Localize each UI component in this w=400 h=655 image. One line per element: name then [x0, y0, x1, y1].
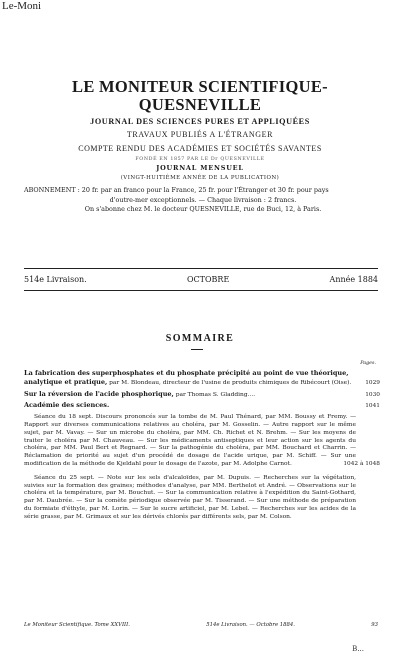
session-text: Séance du 25 sept. — Note sur les sels d'alcaloïdes, par M. Dupuis. — Recherches sur la végétation, suivies sur la formation des graines; méthodes d'analyse, par MM. Berthelot et André. — Observations sur le choléra et la température, par M. Bouchut. — Sur la communication relative à l'expédition du Saint-Gothard, par M. Daubrée. — Sur la comète périodique observée par M. Tisserand. — Sur une méthode de préparation du formiate d'éthyle, par M. Lorin. — Sur le sucre artificiel, par M. Lebel. — Recherches sur les acides de la série grasse, par M. Grimaux et sur les dérivés chlorés par différents sels, par M. Colson.: [24, 474, 356, 520]
toc-entry-heading: Sur la réversion de l'acide phosphorique,: [24, 389, 174, 398]
toc-entry-body: par M. Blondeau, directeur de l'usine de produits chimiques de Ribécourt (Oise).: [109, 379, 352, 386]
pricing-line: d'outre-mer exceptionnels. — Chaque livraison : 2 francs.: [109, 195, 297, 204]
footer-journal: Le Moniteur Scientifique. Tome XXVIII.: [24, 622, 130, 628]
toc-entry-page: 1029: [365, 379, 380, 386]
corner-label: Le-Moni: [2, 0, 42, 12]
toc-entry-heading: La fabrication des superphosphates et du phosphate précipité au point de vue théorique, analytique et pratique,: [24, 369, 349, 386]
toc-entry-heading: Académie des sciences.: [24, 401, 110, 410]
issue-livraison: 514e Livraison.: [24, 275, 87, 284]
journal-title: LE MONITEUR SCIENTIFIQUE-QUESNEVILLE: [72, 77, 328, 114]
toc-entry: [24, 370, 380, 388]
journal-subtitle: JOURNAL DES SCIENCES PURES ET APPLIQUÉES: [90, 117, 310, 126]
sommaire-dash: [191, 349, 203, 350]
toc-entry: [24, 391, 380, 400]
session-text: Séance du 18 sept. Discours prononcés sur la tombe de M. Paul Thénard, par MM. Boussy et Fremy. — Rapport sur diverses communications relatives au choléra, par M. Gosselin. — Autre rapport sur le même sujet, par M. Vavay. — Sur un microbe du choléra, par MM. Ch. Richet et N. Brehm. — Sur les moyens de traiter le choléra par M. Chauveau. — Sur les médicaments antiseptiques et leur action sur les agents du choléra, par MM. Paul Bert et Regnard. — Sur la pathogénie du choléra, par MM. Bouchard et Charrin. — Réclamation de priorité au sujet d'un procédé de dosage de l'acide urique, par M. Schiff. — Sur une modification de la méthode de Kjeldahl pour le dosage de l'azote, par M. Adolphe Carnot.: [24, 414, 356, 467]
masthead: [20, 78, 380, 181]
toc-entry-page: 1030: [365, 391, 380, 398]
divider-rule: [24, 268, 378, 269]
bottom-fragment: B...: [352, 645, 364, 653]
toc-entry-body: par Thomas S. Gladding....: [175, 391, 256, 398]
subscription-info: [24, 186, 382, 215]
footer-issue: 514e Livraison. — Octobre 1884.: [206, 622, 295, 628]
sommaire-title: SOMMAIRE: [165, 333, 235, 344]
journal-subtitle-foreign: TRAVAUX PUBLIÉS A L'ÉTRANGER: [126, 130, 274, 139]
journal-type: JOURNAL MENSUEL: [156, 164, 244, 172]
journal-subtitle-academies: COMPTE RENDU DES ACADÉMIES ET SOCIÉTÉS SAVANTES: [78, 144, 322, 153]
toc-session-paragraph: [24, 475, 380, 522]
divider-rule: [24, 290, 378, 291]
issue-year: Année 1884: [329, 275, 378, 284]
issue-month: OCTOBRE: [186, 275, 230, 284]
pricing-line: ABONNEMENT : 20 fr. par an franco pour la France, 25 fr. pour l'Étranger et 30 fr. pour pays: [24, 186, 329, 194]
page-footer: [24, 622, 378, 628]
pages-label: Pages.: [360, 361, 376, 366]
table-of-contents: [24, 370, 380, 522]
journal-founder: FONDÉ EN 1857 PAR LE Dr QUESNEVILLE: [135, 157, 265, 162]
journal-year-line: (VINGT-HUITIÈME ANNÉE DE LA PUBLICATION): [120, 175, 280, 181]
toc-session-paragraph: [24, 414, 380, 469]
session-pages: 1042 à 1048: [343, 460, 380, 467]
pricing-address: On s'abonne chez M. le docteur QUESNEVILLE, rue de Buci, 12, à Paris.: [84, 205, 322, 213]
toc-entry: [24, 402, 380, 411]
issue-row: [24, 275, 378, 284]
toc-entry-page: 1041: [365, 403, 380, 410]
footer-page-number: 93: [371, 622, 378, 628]
